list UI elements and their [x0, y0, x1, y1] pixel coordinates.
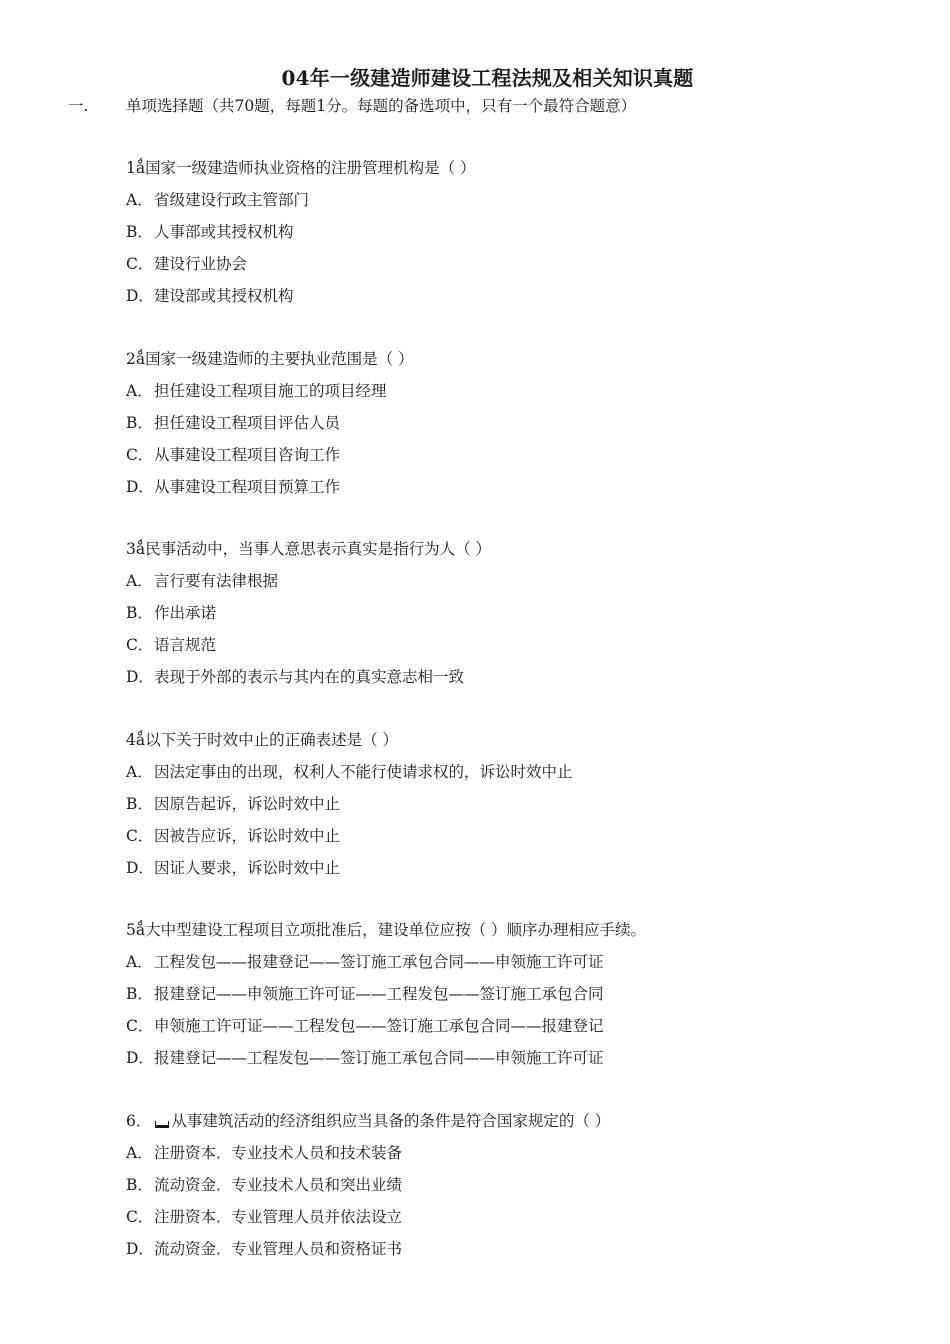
question-text: 国家一级建造师的主要执业范围是（ ）	[145, 350, 414, 368]
option-letter: B．	[126, 795, 153, 813]
option-text: 言行要有法律根据	[154, 572, 279, 590]
option-text: 建设行业协会	[154, 255, 248, 273]
option-letter: A．	[126, 953, 153, 971]
option-d	[126, 858, 906, 890]
question-stem	[126, 730, 906, 762]
option-text: 语言规范	[154, 636, 217, 654]
question-number: 3ǻ	[126, 540, 146, 558]
option-letter: B．	[126, 223, 153, 241]
option-c	[126, 254, 906, 286]
option-letter: B．	[126, 1176, 153, 1194]
option-text: 作出承诺	[154, 604, 217, 622]
option-letter: D．	[126, 287, 154, 305]
question-stem	[126, 349, 906, 381]
section-text: 单项选择题（共70题，每题1分。每题的备选项中，只有一个最符合题意）	[126, 97, 637, 115]
question-1	[126, 158, 906, 318]
option-letter: D．	[126, 668, 154, 686]
option-b	[126, 413, 906, 445]
option-d	[126, 1048, 906, 1080]
option-letter: D．	[126, 859, 154, 877]
option-text: 报建登记——申领施工许可证——工程发包——签订施工承包合同	[154, 985, 604, 1003]
question-4	[126, 730, 906, 890]
option-letter: A．	[126, 572, 153, 590]
question-number: 6．	[126, 1112, 152, 1130]
option-text: 担任建设工程项目评估人员	[154, 414, 341, 432]
question-number: 4ǻ	[126, 731, 146, 749]
option-b	[126, 1175, 906, 1207]
option-b	[126, 794, 906, 826]
option-text: 申领施工许可证——工程发包——签订施工承包合同——报建登记	[154, 1017, 604, 1035]
option-d	[126, 667, 906, 699]
option-letter: B．	[126, 604, 153, 622]
option-letter: A．	[126, 191, 153, 209]
option-letter: D．	[126, 478, 154, 496]
option-letter: B．	[126, 985, 153, 1003]
option-text: 因原告起诉，诉讼时效中止	[154, 795, 341, 813]
ink-mark-icon	[155, 1121, 169, 1128]
option-text: 表现于外部的表示与其内在的真实意志相一致	[154, 668, 465, 686]
option-c	[126, 445, 906, 477]
option-d	[126, 477, 906, 509]
question-stem	[126, 158, 906, 190]
option-text: 流动资金．专业技术人员和突出业绩	[154, 1176, 403, 1194]
option-letter: C．	[126, 1017, 154, 1035]
option-text: 担任建设工程项目施工的项目经理	[154, 382, 387, 400]
option-a	[126, 571, 906, 603]
option-text: 从事建设工程项目咨询工作	[154, 446, 341, 464]
option-letter: D．	[126, 1240, 154, 1258]
option-letter: A．	[126, 382, 153, 400]
option-letter: D．	[126, 1049, 154, 1067]
option-letter: A．	[126, 1144, 153, 1162]
option-b	[126, 222, 906, 254]
section-heading	[68, 94, 636, 116]
option-letter: C．	[126, 446, 154, 464]
question-number: 1ǻ	[126, 159, 146, 177]
question-5	[126, 920, 906, 1080]
question-number: 5ǻ	[126, 921, 146, 939]
option-text: 报建登记——工程发包——签订施工承包合同——申领施工许可证	[154, 1049, 604, 1067]
option-letter: C．	[126, 255, 154, 273]
question-3	[126, 539, 906, 699]
option-a	[126, 1143, 906, 1175]
option-c	[126, 635, 906, 667]
option-text: 建设部或其授权机构	[154, 287, 294, 305]
option-letter: C．	[126, 636, 154, 654]
option-text: 从事建设工程项目预算工作	[154, 478, 341, 496]
option-b	[126, 603, 906, 635]
option-text: 因证人要求，诉讼时效中止	[154, 859, 341, 877]
option-c	[126, 1016, 906, 1048]
option-text: 因被告应诉，诉讼时效中止	[154, 827, 341, 845]
question-text: 以下关于时效中止的正确表述是（ ）	[145, 731, 399, 749]
question-text: 民事活动中，当事人意思表示真实是指行为人（ ）	[145, 540, 492, 558]
option-b	[126, 984, 906, 1016]
option-text: 注册资本．专业技术人员和技术装备	[154, 1144, 403, 1162]
option-letter: C．	[126, 1208, 154, 1226]
option-text: 因法定事由的出现，权利人不能行使请求权的，诉讼时效中止	[154, 763, 573, 781]
question-text: 国家一级建造师执业资格的注册管理机构是（ ）	[145, 159, 476, 177]
option-letter: A．	[126, 763, 153, 781]
question-stem	[126, 920, 906, 952]
option-d	[126, 1239, 906, 1271]
option-text: 工程发包——报建登记——签订施工承包合同——申领施工许可证	[154, 953, 604, 971]
option-d	[126, 286, 906, 318]
section-number: 一.	[68, 97, 89, 115]
option-a	[126, 952, 906, 984]
option-a	[126, 762, 906, 794]
document-title: 04年一级建造师建设工程法规及相关知识真题	[281, 66, 694, 90]
question-stem	[126, 539, 906, 571]
question-number: 2ǻ	[126, 350, 146, 368]
question-6	[126, 1111, 906, 1271]
option-letter: B．	[126, 414, 153, 432]
option-a	[126, 190, 906, 222]
option-a	[126, 381, 906, 413]
question-2	[126, 349, 906, 509]
question-text: 大中型建设工程项目立项批准后，建设单位应按（ ）顺序办理相应手续。	[145, 921, 647, 939]
option-letter: C．	[126, 827, 154, 845]
option-text: 省级建设行政主管部门	[154, 191, 310, 209]
option-text: 注册资本．专业管理人员并依法设立	[154, 1208, 403, 1226]
option-c	[126, 1207, 906, 1239]
question-stem	[126, 1111, 906, 1143]
option-c	[126, 826, 906, 858]
option-text: 流动资金．专业管理人员和资格证书	[154, 1240, 403, 1258]
question-text: 从事建筑活动的经济组织应当具备的条件是符合国家规定的（ ）	[171, 1112, 611, 1130]
option-text: 人事部或其授权机构	[154, 223, 294, 241]
